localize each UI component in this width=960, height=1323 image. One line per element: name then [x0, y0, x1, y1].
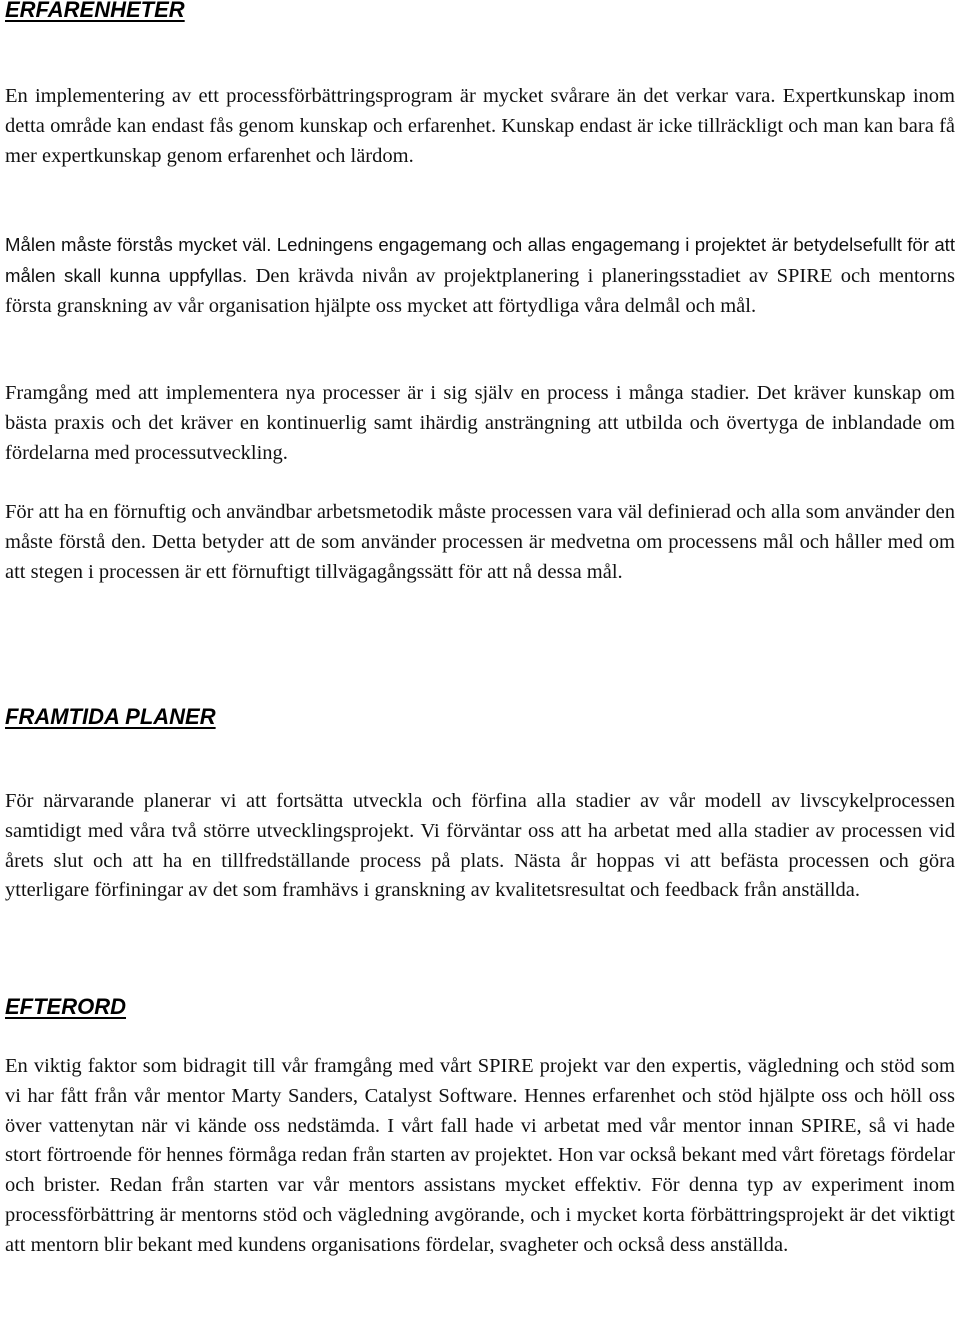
- paragraph-efterord: En viktig faktor som bidragit till vår framgång med vårt SPIRE projekt var den expertis, vägledning och stöd som vi har fått från vår mentor Marty Sanders, Catalyst Software. Hennes erfarenhet och stöd hjälpte oss och höll oss över vattenytan när vi kände oss nedstämda. I vårt fall hade vi arbetat med vår mentor innan SPIRE, så vi hade stort förtroende för hennes förmåga redan från starten av projektet. Hon var också bekant med vårt företags fördelar och brister. Redan från starten var vår mentors assistans mycket effektiv. För denna typ av experiment inom processförbättring är mentorns stöd och vägledning avgörande, och i mycket korta förbättringsprojekt är det viktigt att mentorn blir bekant med kundens organisations fördelar, svagheter och också dess anställda.: [5, 1055, 955, 1256]
- paragraph-erfarenheter-2: [5, 230, 955, 321]
- paragraph-erfarenheter-4: För att ha en förnuftig och användbar arbetsmetodik måste processen vara väl definierad och alla som använder den måste förstå den. Detta betyder att de som använder processen är medvetna om processens mål och håller med om att stegen i processen är ett förnuftigt tillvägagångssätt för att nå dessa mål.: [5, 501, 955, 583]
- paragraph-erfarenheter-2-serif-run: Den krävda nivån av projektplanering i planeringsstadiet av SPIRE och mentorns första granskning av vår organisation hjälpte oss mycket att förtydliga våra delmål och mål.: [5, 264, 955, 317]
- heading-framtida-planer: FRAMTIDA PLANER: [5, 704, 216, 729]
- paragraph-framtida-planer: För närvarande planerar vi att fortsätta utveckla och förfina alla stadier av vår modell av livscykelprocessen samtidigt med våra två större utvecklingsprojekt. Vi förväntar oss att ha arbetat med alla stadier av processen vid årets slut och att ha en tillfredställande process på plats. Nästa år hoppas vi att befästa processen och göra ytterligare förfiningar av det som framhävs i granskning av kvalitetsresultat och feedback från anställda.: [5, 790, 955, 902]
- paragraph-erfarenheter-3: Framgång med att implementera nya processer är i sig själv en process i många stadier. Det kräver kunskap om bästa praxis och det kräver en kontinuerlig samt ihärdig ansträngning att utbilda och övertyga de inblandade om fördelarna med processutveckling.: [5, 382, 955, 464]
- heading-efterord: EFTERORD: [5, 994, 126, 1019]
- paragraph-erfarenheter-2-sans-run: Målen måste förstås mycket väl. Ledningens engagemang och allas engagemang i projektet är betydelsefullt för att målen skall kunna uppfyllas.: [5, 234, 955, 286]
- paragraph-erfarenheter-1: En implementering av ett processförbättringsprogram är mycket svårare än det verkar vara. Expertkunskap inom detta område kan endast fås genom kunskap och erfarenhet. Kunskap endast är icke tillräckligt och man kan bara få mer expertkunskap genom erfarenhet och lärdom.: [5, 85, 955, 167]
- heading-erfarenheter: ERFARENHETER: [5, 0, 185, 22]
